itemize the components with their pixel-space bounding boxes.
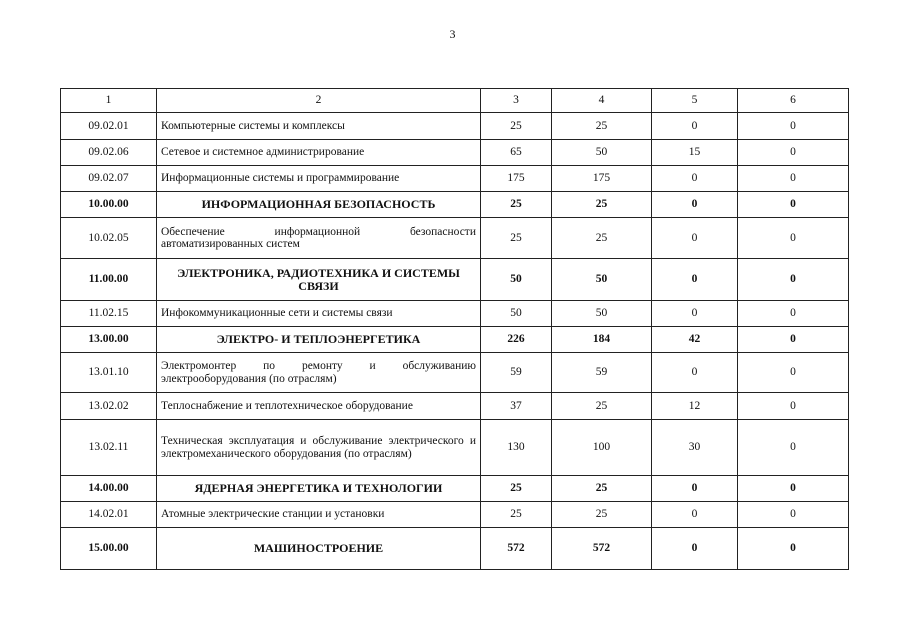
row-col3: 59 [481,353,552,393]
row-col4: 25 [552,502,652,528]
row-col3: 572 [481,528,552,570]
table-row [61,140,849,166]
table-group-row [61,192,849,218]
row-code: 13.01.10 [61,353,157,393]
row-col3: 50 [481,301,552,327]
row-col5: 0 [652,528,738,570]
table-group-row [61,528,849,570]
row-col3: 25 [481,476,552,502]
row-col4: 100 [552,420,652,476]
row-col6: 0 [738,476,849,502]
row-col6: 0 [738,113,849,140]
row-col5: 0 [652,476,738,502]
row-code: 13.02.02 [61,393,157,420]
row-name: Теплоснабжение и теплотехническое оборудование [157,393,481,420]
row-col4: 184 [552,327,652,353]
table-row [61,393,849,420]
row-col5: 0 [652,502,738,528]
row-code: 09.02.07 [61,166,157,192]
row-col5: 0 [652,353,738,393]
table-row [61,218,849,259]
row-code: 15.00.00 [61,528,157,570]
row-col3: 175 [481,166,552,192]
row-name: ЭЛЕКТРОНИКА, РАДИОТЕХНИКА И СИСТЕМЫ СВЯЗИ [157,259,481,301]
row-col6: 0 [738,420,849,476]
row-col5: 0 [652,301,738,327]
row-col3: 25 [481,192,552,218]
data-table [60,88,849,570]
row-col6: 0 [738,393,849,420]
row-col6: 0 [738,259,849,301]
row-code: 09.02.06 [61,140,157,166]
row-col4: 50 [552,259,652,301]
table-row [61,502,849,528]
row-name: Сетевое и системное администрирование [157,140,481,166]
row-code: 10.02.05 [61,218,157,259]
row-code: 09.02.01 [61,113,157,140]
row-col4: 25 [552,393,652,420]
row-col5: 0 [652,192,738,218]
row-col6: 0 [738,502,849,528]
row-col3: 37 [481,393,552,420]
row-col5: 0 [652,113,738,140]
row-col5: 15 [652,140,738,166]
row-col5: 30 [652,420,738,476]
row-col5: 0 [652,166,738,192]
table-row [61,166,849,192]
header-cell: 2 [157,89,481,113]
row-code: 11.02.15 [61,301,157,327]
row-col5: 0 [652,259,738,301]
row-col5: 42 [652,327,738,353]
row-col6: 0 [738,327,849,353]
table-group-row [61,327,849,353]
row-col3: 226 [481,327,552,353]
row-code: 14.00.00 [61,476,157,502]
row-code: 13.02.11 [61,420,157,476]
row-code: 11.00.00 [61,259,157,301]
row-col4: 25 [552,218,652,259]
row-name: Атомные электрические станции и установки [157,502,481,528]
table-row [61,113,849,140]
row-col6: 0 [738,166,849,192]
row-col4: 572 [552,528,652,570]
row-name: ЭЛЕКТРО- И ТЕПЛОЭНЕРГЕТИКА [157,327,481,353]
header-cell: 1 [61,89,157,113]
row-col6: 0 [738,192,849,218]
row-col3: 25 [481,502,552,528]
row-code: 13.00.00 [61,327,157,353]
row-col4: 25 [552,113,652,140]
row-col4: 59 [552,353,652,393]
row-name: Техническая эксплуатация и обслуживание электрического и электромеханического оборудования (по отраслям) [157,420,481,476]
table-group-row [61,259,849,301]
row-col6: 0 [738,301,849,327]
row-col3: 130 [481,420,552,476]
row-name: Инфокоммуникационные сети и системы связи [157,301,481,327]
row-col4: 25 [552,476,652,502]
page-number: 3 [449,27,456,41]
row-col4: 50 [552,140,652,166]
row-name: Компьютерные системы и комплексы [157,113,481,140]
row-col3: 65 [481,140,552,166]
header-cell: 3 [481,89,552,113]
header-cell: 5 [652,89,738,113]
row-col5: 0 [652,218,738,259]
row-col6: 0 [738,528,849,570]
table-row [61,420,849,476]
row-name: Информационные системы и программирование [157,166,481,192]
row-code: 14.02.01 [61,502,157,528]
row-col3: 50 [481,259,552,301]
row-col4: 175 [552,166,652,192]
row-col4: 25 [552,192,652,218]
row-col6: 0 [738,140,849,166]
row-name: Электромонтер по ремонту и обслуживанию электрооборудования (по отраслям) [157,353,481,393]
row-code: 10.00.00 [61,192,157,218]
row-name: Обеспечение информационной безопасности автоматизированных систем [157,218,481,259]
table-row [61,301,849,327]
header-cell: 4 [552,89,652,113]
row-name: ЯДЕРНАЯ ЭНЕРГЕТИКА И ТЕХНОЛОГИИ [157,476,481,502]
table-row [61,353,849,393]
table-group-row [61,476,849,502]
row-col6: 0 [738,218,849,259]
row-name: МАШИНОСТРОЕНИЕ [157,528,481,570]
row-col5: 12 [652,393,738,420]
header-cell: 6 [738,89,849,113]
row-col6: 0 [738,353,849,393]
row-name: ИНФОРМАЦИОННАЯ БЕЗОПАСНОСТЬ [157,192,481,218]
row-col3: 25 [481,113,552,140]
row-col4: 50 [552,301,652,327]
table-header-row [61,89,849,113]
row-col3: 25 [481,218,552,259]
